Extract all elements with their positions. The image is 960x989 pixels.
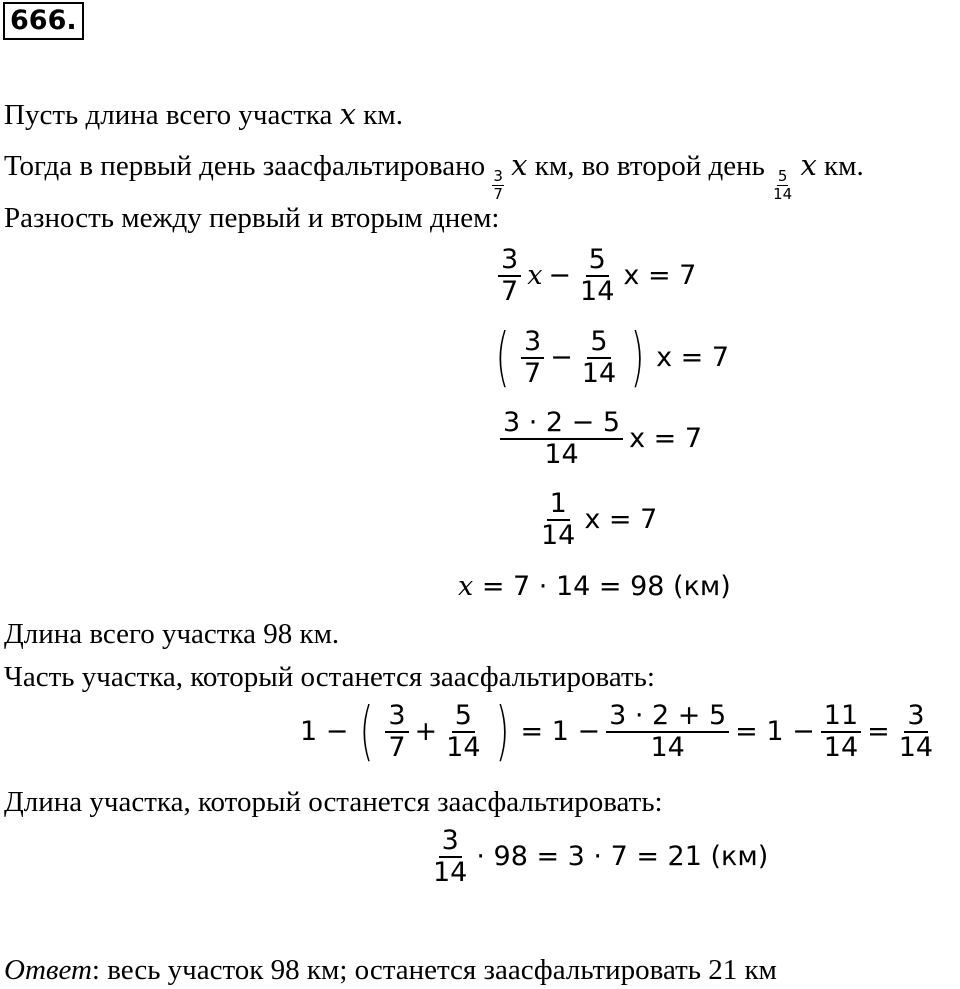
equation-rest: x = 7 xyxy=(584,504,658,535)
variable-x: x xyxy=(800,148,817,182)
equation-mid: = 1 − xyxy=(735,716,815,747)
problem-number: 666. xyxy=(3,2,84,40)
difference-heading: Разность между первый и вторым днем: xyxy=(4,202,500,234)
intro-unit: км. xyxy=(356,99,403,131)
intro-text: Пусть длина всего участка xyxy=(4,99,340,131)
fraction-5-14: $\frac{5}{14}$ xyxy=(446,700,481,763)
answer-text: : весь участок 98 км; останется заасфальтировать 21 км xyxy=(91,954,777,986)
fraction-combined: $\frac{3 \cdot 2 + 5}{14}$ xyxy=(606,701,729,763)
remaining-length-heading: Длина участка, который останется заасфальтировать: xyxy=(4,786,663,818)
variable-x: x xyxy=(527,260,543,291)
fraction-11-14: $\frac{11}{14}$ xyxy=(821,701,861,763)
days-line xyxy=(4,148,864,203)
fraction-5-14: $\frac{5}{14}$ xyxy=(580,244,615,307)
equals-sign: = xyxy=(867,716,890,747)
days-text-1: Тогда в первый день заасфальтировано xyxy=(4,150,493,182)
fraction-5-14: $\frac{5}{14}$ xyxy=(773,167,793,203)
equation-rest: x = 7 xyxy=(623,260,697,291)
fraction-combined: $\frac{3 \cdot 2 - 5}{14}$ xyxy=(500,408,623,470)
equation-6: 1 − ( $\frac{3}{7}$ + $\frac{5}{14}$ ) = 1 − $\frac{3 \cdot 2 + 5}{14}$ = 1 − $\frac{11}{14}$ = $\frac{3}{14}$ xyxy=(300,701,936,763)
equation-5 xyxy=(458,571,731,603)
plus-sign: + xyxy=(414,716,438,747)
equation-3 xyxy=(500,408,702,470)
fraction-3-14: $\frac{3}{14}$ xyxy=(898,700,934,763)
equation-lead: 1 − xyxy=(300,716,349,747)
fraction-3-7: $\frac{3}{7}$ xyxy=(385,701,408,763)
equation-rest: x = 7 xyxy=(656,342,730,373)
equation-2: ( $\frac{3}{7}$ − $\frac{5}{14}$ ) x = 7 xyxy=(495,321,730,395)
fraction-3-7: $\frac{3}{7}$ xyxy=(498,245,521,307)
fraction-3-7: $\frac{3}{7}$ xyxy=(493,167,503,203)
fraction-3-7: $\frac{3}{7}$ xyxy=(521,327,544,389)
equation-4 xyxy=(538,489,657,551)
answer-label: Ответ xyxy=(4,954,92,986)
variable-x: x xyxy=(511,148,528,182)
days-text-2: км, во второй день xyxy=(527,150,773,182)
equation-1 xyxy=(498,245,696,307)
variable-x: x xyxy=(339,97,357,131)
fraction-1-14: $\frac{1}{14}$ xyxy=(541,488,576,551)
remaining-part-heading: Часть участка, который останется заасфальтировать: xyxy=(4,661,655,693)
answer-line xyxy=(4,953,777,987)
minus-sign: − xyxy=(548,260,572,291)
equation-rest: = 7 · 14 = 98 (км) xyxy=(473,571,731,602)
minus-sign: − xyxy=(550,342,573,373)
equation-7 xyxy=(430,826,768,888)
variable-x: x xyxy=(458,571,474,602)
days-text-3: км. xyxy=(816,150,864,182)
equation-rest: x = 7 xyxy=(629,423,703,454)
total-length-line: Длина всего участка 98 км. xyxy=(4,618,340,650)
fraction-5-14: $\frac{5}{14}$ xyxy=(581,326,617,389)
intro-line xyxy=(4,97,403,132)
equation-mid: = 1 − xyxy=(520,716,601,747)
fraction-3-14: $\frac{3}{14}$ xyxy=(433,825,468,888)
equation-rest: · 98 = 3 · 7 = 21 (км) xyxy=(476,841,769,872)
